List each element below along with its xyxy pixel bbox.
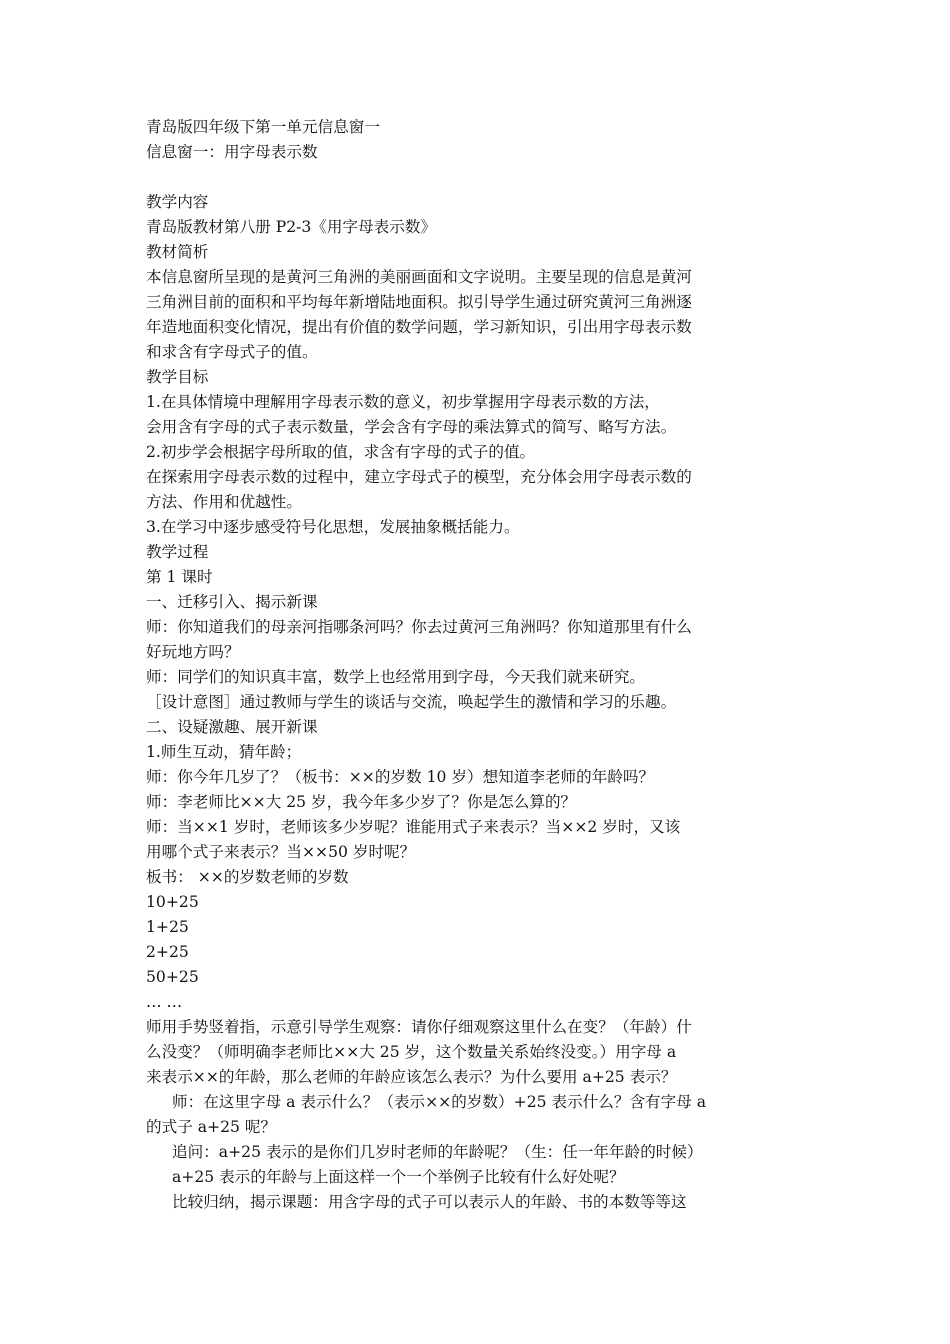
text-line: 方法、作用和优越性。 — [146, 493, 302, 511]
text-line: 追问：a+25 表示的是你们几岁时老师的年龄呢？（生：任一年年龄的时候） — [172, 1143, 703, 1161]
section-heading: 教材简析 — [146, 243, 209, 261]
text-line: 第 1 课时 — [146, 568, 213, 586]
text-line: 师用手势竖着指，示意引导学生观察：请你仔细观察这里什么在变？（年龄）什 — [146, 1018, 692, 1036]
text-line: 1.师生互动，猜年龄； — [146, 743, 302, 761]
text-line: 师：同学们的知识真丰富，数学上也经常用到字母，今天我们就来研究。 — [146, 668, 646, 686]
blank-line — [146, 165, 810, 190]
text-line: 二、设疑激趣、展开新课 — [146, 718, 318, 736]
text-line: 2.初步学会根据字母所取的值，求含有字母的式子的值。 — [146, 443, 536, 461]
text-line: 2+25 — [146, 943, 189, 961]
text-line: 师：你今年几岁了？（板书：××的岁数 10 岁）想知道李老师的年龄吗？ — [146, 768, 655, 786]
text-line: 在探索用字母表示数的过程中，建立字母式子的模型，充分体会用字母表示数的 — [146, 468, 692, 486]
text-line: 来表示××的年龄，那么老师的年龄应该怎么表示？为什么要用 a+25 表示？ — [146, 1068, 677, 1086]
text-line: 用哪个式子来表示？当××50 岁时呢？ — [146, 843, 416, 861]
text-line: 会用含有字母的式子表示数量，学会含有字母的乘法算式的简写、略写方法。 — [146, 418, 677, 436]
text-line: 师：当××1 岁时，老师该多少岁呢？谁能用式子来表示？当××2 岁时，又该 — [146, 818, 681, 836]
text-line: 师：你知道我们的母亲河指哪条河吗？你去过黄河三角洲吗？你知道那里有什么 — [146, 618, 692, 636]
section-heading: 教学过程 — [146, 543, 209, 561]
text-line: a+25 表示的年龄与上面这样一个一个举例子比较有什么好处呢？ — [172, 1168, 625, 1186]
text-line: 和求含有字母式子的值。 — [146, 343, 318, 361]
text-line: 三角洲目前的面积和平均每年新增陆地面积。拟引导学生通过研究黄河三角洲逐 — [146, 293, 692, 311]
text-line: … … — [146, 993, 183, 1011]
text-line: 好玩地方吗？ — [146, 643, 240, 661]
text-line: 3.在学习中逐步感受符号化思想，发展抽象概括能力。 — [146, 518, 520, 536]
doc-subtitle: 信息窗一：用字母表示数 — [146, 143, 318, 161]
section-heading: 教学目标 — [146, 368, 209, 386]
text-line: 1+25 — [146, 918, 189, 936]
text-line: 10+25 — [146, 893, 199, 911]
text-line: 板书： ××的岁数老师的岁数 — [146, 868, 349, 886]
text-line: 本信息窗所呈现的是黄河三角洲的美丽画面和文字说明。主要呈现的信息是黄河 — [146, 268, 692, 286]
section-heading: 教学内容 — [146, 193, 209, 211]
text-line: 青岛版教材第八册 P2-3《用字母表示数》 — [146, 218, 437, 236]
text-line: 1.在具体情境中理解用字母表示数的意义，初步掌握用字母表示数的方法， — [146, 393, 660, 411]
doc-title: 青岛版四年级下第一单元信息窗一 — [146, 118, 380, 136]
text-line: 年造地面积变化情况，提出有价值的数学问题，学习新知识，引出用字母表示数 — [146, 318, 692, 336]
text-line: 50+25 — [146, 968, 199, 986]
text-line: 的式子 a+25 呢？ — [146, 1118, 277, 1136]
text-line: ［设计意图］通过教师与学生的谈话与交流，唤起学生的激情和学习的乐趣。 — [146, 693, 677, 711]
text-line: 一、迁移引入、揭示新课 — [146, 593, 318, 611]
text-line: 师：在这里字母 a 表示什么？（表示××的岁数）+25 表示什么？含有字母 a — [172, 1093, 707, 1111]
text-line: 么没变？（师明确李老师比××大 25 岁，这个数量关系始终没变。）用字母 a — [146, 1043, 677, 1061]
document-body — [146, 115, 810, 1215]
text-line: 比较归纳，揭示课题：用含字母的式子可以表示人的年龄、书的本数等等这 — [172, 1193, 687, 1211]
text-line: 师：李老师比××大 25 岁，我今年多少岁了？你是怎么算的？ — [146, 793, 577, 811]
